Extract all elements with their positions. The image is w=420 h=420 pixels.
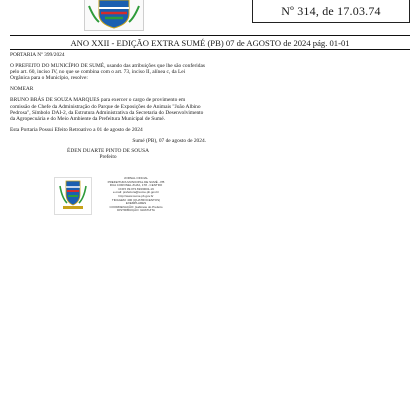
portaria-column	[10, 52, 206, 160]
signer-role: Prefeito	[99, 154, 117, 161]
masthead-line: PREFEITURA MUNICIPAL DE SUMÉ - PB	[107, 179, 165, 184]
masthead-line: COORDENAÇÃO: Gabinete do Prefeito	[109, 204, 163, 209]
signer-name: ÉDEN DUARTE PINTO DE SOUSA	[67, 148, 149, 155]
masthead-line: e-mail: prefeitura@sume.pb.gov.br	[112, 190, 159, 195]
creation-law-reference	[252, 0, 410, 23]
masthead-line: TIRAGEM: 400 (QUATROCENTOS)	[111, 197, 161, 202]
municipal-crest-small	[54, 177, 92, 215]
coat-of-arms-icon	[85, 0, 143, 30]
masthead-line: DISTRIBUIÇÃO: GRATUITA	[117, 208, 155, 213]
place-date: Sumé (PB), 07 de agosto de 2024.	[132, 137, 206, 144]
masthead-line: http://www.sume.pb.gov.br	[118, 193, 154, 198]
portaria-action: NOMEAR	[10, 86, 34, 93]
masthead-line: EXEMPLARES	[125, 201, 147, 206]
law-reference-text: Nº 314, de 17.03.74	[281, 3, 381, 18]
masthead-line: RUA CORONEL ZUZA, 178 - CENTRO	[109, 183, 163, 188]
signature-block	[10, 148, 206, 160]
municipal-crest-top	[84, 0, 144, 31]
portaria-number: PORTARIA Nº 399/2024	[10, 52, 65, 58]
portaria-effect: Esta Portaria Possui Efeito Retroativo a 01 de agosto de 2024	[10, 126, 143, 133]
portaria-preamble: O PREFEITO DO MUNICÍPIO DE SUMÉ, usando das atribuições que lhe são conferidas pelo art. 60, inciso IV, no que se combina com o art. 73, inciso II, alínea c, da Lei Orgânica para o Município, resolve:	[10, 63, 205, 82]
masthead-footer	[54, 177, 184, 215]
masthead-line: CNPJ 09.073.693/0001-19	[118, 186, 154, 191]
masthead-line: JORNAL OFICIAL	[123, 176, 149, 180]
edition-band	[10, 35, 410, 50]
masthead-info	[98, 177, 174, 213]
portaria-body: BRUNO BRÁS DE SOUZA MARQUES para exercer o cargo de provimento em comissão de Chefe da Administração do Parque de Exposições de Animais "João Albino Pedrosa", Símbolo DAI-2, da Estrutura Administrativa da Secretaria do Desenvolvimento da Agropecuária e do Meio Ambiente da Prefeitura Municipal de Sumé.	[10, 97, 204, 122]
coat-of-arms-icon	[55, 178, 91, 214]
edition-band-text: ANO XXII - EDIÇÃO EXTRA SUMÉ (PB) 07 de AGOSTO de 2024 pág. 01-01	[70, 37, 350, 48]
